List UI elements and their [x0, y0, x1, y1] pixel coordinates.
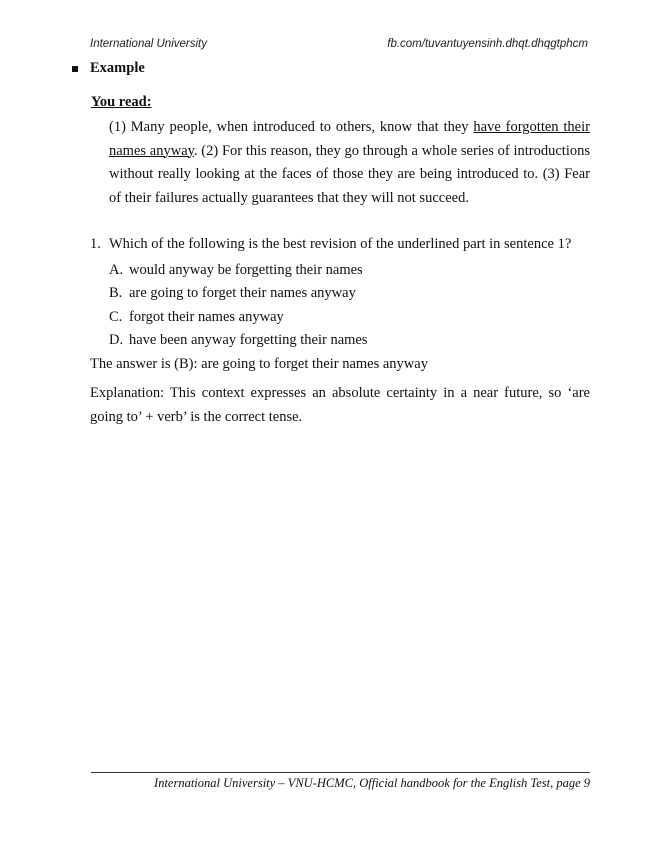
option-a [109, 262, 363, 279]
explanation: Explanation: This context expresses an absolute certainty in a near future, so ‘are going to’ + verb’ is the correct tense. [90, 385, 590, 425]
header-right: fb.com/tuvantuyensinh.dhqt.dhqgtphcm [387, 38, 588, 50]
option-letter: C. [109, 309, 123, 325]
option-d [109, 332, 368, 349]
option-text: have been anyway forgetting their names [129, 332, 368, 348]
section-title: Example [90, 60, 145, 76]
passage-part-2: . (2) For this reason, they go through a whole series of introductions without really looking at the faces of those they are being introduced to. (3) Fear of their failures actually guarantees that they will not succeed. [109, 142, 590, 206]
question [90, 236, 571, 253]
you-read-label: You read: [91, 94, 152, 110]
option-text: are going to forget their names anyway [129, 285, 356, 301]
passage [109, 116, 590, 210]
option-letter: D. [109, 332, 124, 348]
question-text: Which of the following is the best revision of the underlined part in sentence 1? [109, 236, 572, 252]
section-heading [72, 60, 145, 77]
option-c [109, 309, 284, 326]
question-number: 1. [90, 236, 101, 252]
passage-underlined: have forgotten their names anyway [109, 119, 590, 159]
option-text: forgot their names anyway [129, 309, 284, 325]
square-bullet-icon [72, 66, 78, 72]
footer-text: International University – VNU-HCMC, Official handbook for the English Test, page 9 [154, 776, 590, 790]
footer-divider [91, 772, 590, 773]
answer-line: The answer is (B): are going to forget their names anyway [90, 356, 428, 372]
option-letter: A. [109, 262, 124, 278]
header-left: International University [90, 38, 207, 50]
passage-part-1: (1) Many people, when introduced to others, know that they [109, 119, 474, 135]
option-letter: B. [109, 285, 123, 301]
option-text: would anyway be forgetting their names [129, 262, 363, 278]
option-b [109, 285, 356, 302]
